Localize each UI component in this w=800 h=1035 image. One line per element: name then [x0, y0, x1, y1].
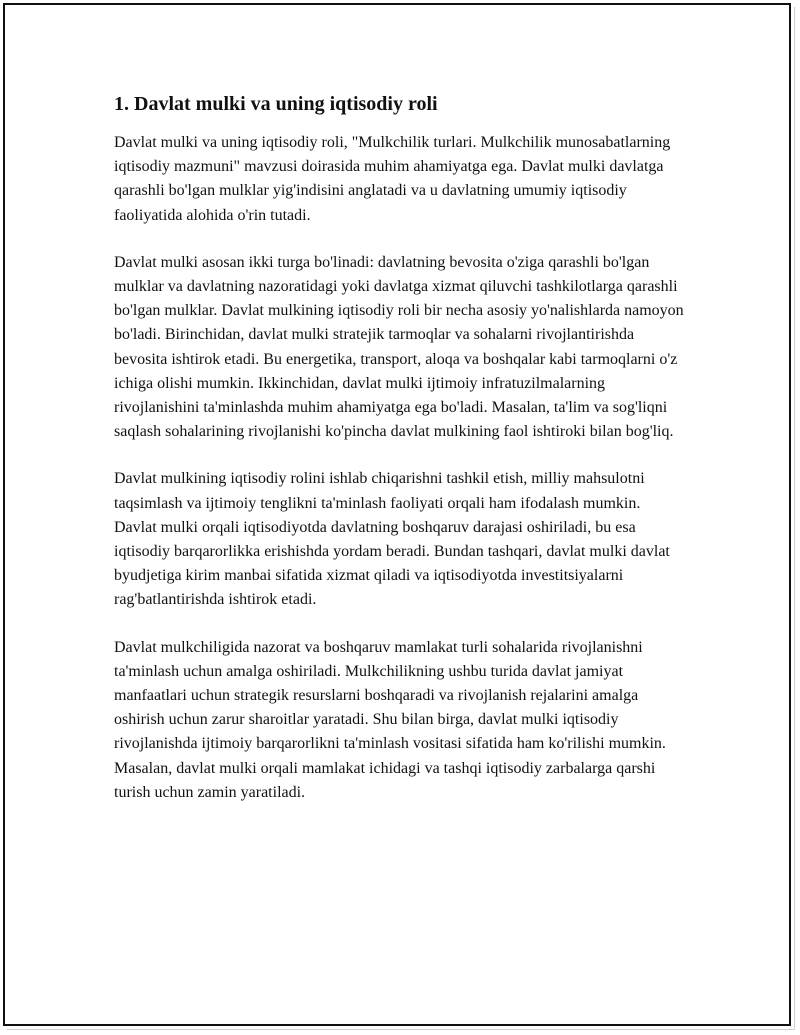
section-heading: 1. Davlat mulki va uning iqtisodiy roli [114, 93, 438, 115]
paragraph-3: Davlat mulkining iqtisodiy rolini ishlab chiqarishni tashkil etish, milliy mahsulotni taqsimlash va ijtimoiy tenglikni ta'minlash faoliyati orqali ham ifodalash mumkin. Davlat mulki orqali iqtisodiyotda davlatning boshqaruv darajasi oshiriladi, bu esa iqtisodiy barqarorlikka erishishda yordam beradi. Bundan tashqari, davlat mulki davlat byudjetiga kirim manbai sifatida xizmat qiladi va iqtisodiyotda investitsiyalarni rag'batlantirishda ishtirok etadi. [114, 470, 670, 609]
paragraph-1: Davlat mulki va uning iqtisodiy roli, "Mulkchilik turlari. Mulkchilik munosabatlarning iqtisodiy mazmuni" mavzusi doirasida muhim ahamiyatga ega. Davlat mulki davlatga qarashli bo'lgan mulklar yig'indisini anglatadi va u davlatning umumiy iqtisodiy faoliyatida alohida o'rin tutadi. [114, 134, 671, 224]
document-content [114, 92, 686, 805]
paragraph-2: Davlat mulki asosan ikki turga bo'linadi: davlatning bevosita o'ziga qarashli bo'lgan mulklar va davlatning nazoratidagi yoki davlatga xizmat qiluvchi tashkilotlarga qarashli bo'lgan mulklar. Davlat mulkining iqtisodiy roli bir necha asosiy yo'nalishlarda namoyon bo'ladi. Birinchidan, davlat mulki stratejik tarmoqlar va sohalarni rivojlantirishda bevosita ishtirok etadi. Bu energetika, transport, aloqa va boshqalar kabi tarmoqlarni o'z ichiga olishi mumkin. Ikkinchidan, davlat mulki ijtimoiy infratuzilmalarning rivojlanishini ta'minlashda muhim ahamiyatga ega bo'ladi. Masalan, ta'lim va sog'liqni saqlash sohalarining rivojlanishi ko'pincha davlat mulkining faol ishtiroki bilan bog'liq. [114, 253, 684, 441]
paragraph-4: Davlat mulkchiligida nazorat va boshqaruv mamlakat turli sohalarida rivojlanishni ta'minlash uchun amalga oshiriladi. Mulkchilikning ushbu turida davlat jamiyat manfaatlari uchun strategik resurslarni boshqaradi va rivojlanish rejalarini amalga oshirish uchun zarur sharoitlar yaratadi. Shu bilan birga, davlat mulki iqtisodiy rivojlanishda ijtimoiy barqarorlikni ta'minlash vositasi sifatida ham ko'rilishi mumkin. Masalan, davlat mulki orqali mamlakat ichidagi va tashqi iqtisodiy zarbalarga qarshi turish uchun zamin yaratiladi. [114, 638, 666, 801]
